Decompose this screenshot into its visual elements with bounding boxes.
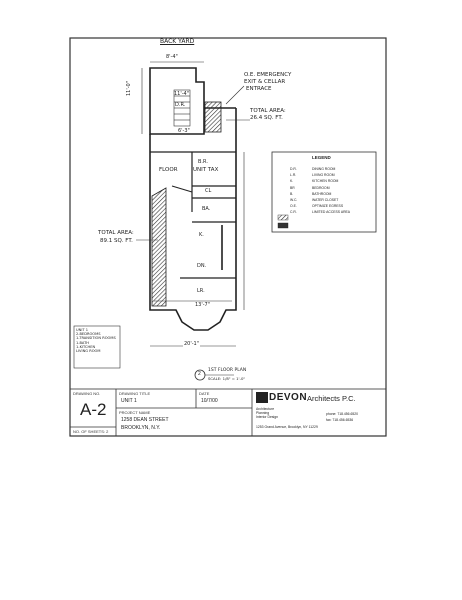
- legend-desc: LIVING ROOM: [312, 173, 335, 178]
- unit-notes: [76, 328, 116, 353]
- legend-desc: LIMITED ACCESS AREA: [312, 210, 351, 215]
- project-line1: 1258 DEAN STREET: [121, 417, 169, 423]
- dining-label: DN.: [197, 263, 207, 269]
- drawing-title-label: DRAWING TITLE: [119, 391, 151, 396]
- legend-code: K.: [290, 179, 294, 184]
- unit-note: 1-TRANSITION ROOMS: [76, 336, 116, 341]
- unit-note: UNIT 1: [76, 328, 89, 332]
- service-item: Interior Design: [256, 415, 279, 420]
- unit-note: 2-BEDROOMS: [76, 332, 101, 337]
- total-area-left-line1: TOTAL AREA:: [98, 230, 134, 236]
- legend-desc: KITCHEN ROOM: [312, 179, 339, 184]
- cellar-note-line1: O.E. EMERGENCY: [244, 72, 292, 78]
- legend-row: [290, 209, 350, 215]
- service-item: Architecture: [256, 407, 275, 411]
- legend-code: W.C.: [290, 198, 298, 203]
- back-yard-label: BACK YARD: [160, 38, 195, 45]
- stair-dimension: 6'-3": [178, 128, 190, 134]
- legend-code: O.E.: [290, 204, 297, 209]
- firm-logo-block: [256, 392, 268, 403]
- rear-room-label: D.R.: [175, 102, 186, 108]
- unit-note: 1-BATH: [76, 340, 89, 345]
- legend-code: L.R.: [290, 173, 297, 178]
- firm-fax: fax: 718.456.6536: [326, 418, 354, 422]
- legend-desc: BATHROOM: [312, 191, 332, 196]
- hatched-party-wall: [152, 188, 166, 306]
- front-width-dimension: 20'-1": [184, 341, 200, 347]
- unit-label: UNIT TAX: [193, 167, 219, 173]
- drawing-no-label: DRAWING NO.: [73, 391, 101, 396]
- legend-desc: DINING ROOM: [312, 167, 336, 171]
- unit-note: LIVING ROOM: [76, 349, 101, 354]
- legend-code: B.: [290, 191, 294, 196]
- firm-phone: phone: 718.456.6520: [326, 412, 359, 416]
- legend-desc: WATER CLOSET: [312, 198, 339, 203]
- legend-swatch-limited-access: [278, 223, 288, 228]
- total-area-top-line2: 26.4 SQ. FT.: [250, 115, 283, 121]
- bath-label: BA.: [202, 206, 211, 212]
- width-top-dimension: 8'-4": [166, 54, 178, 60]
- legend-title: LEGEND: [312, 155, 331, 160]
- legend-desc: BEDROOM: [312, 185, 330, 190]
- legend-desc: OPTIMIZE EGRESS: [312, 204, 344, 209]
- service-item: Planning: [256, 411, 270, 416]
- living-label: LR.: [197, 288, 205, 294]
- project-label: PROJECT NAME: [119, 410, 151, 415]
- floor-label: FLOOR: [159, 167, 178, 173]
- legend-code: D.R.: [290, 167, 297, 171]
- living-room-dimension: 13'-7": [195, 302, 211, 308]
- kitchen-label: K.: [199, 232, 204, 238]
- closet-label: CL: [205, 188, 212, 194]
- firm-mark: DEVON: [269, 392, 308, 403]
- date-label: DATE: [199, 391, 210, 396]
- drawing-title: UNIT 1: [121, 398, 137, 404]
- legend-code: BR: [290, 185, 295, 190]
- project-line2: BROOKLYN, N.Y.: [121, 425, 161, 431]
- bedroom-label: B.R.: [198, 159, 208, 165]
- unit-note: 1-KITCHEN: [76, 344, 96, 349]
- caption-title: 1ST FLOOR PLAN: [208, 368, 247, 373]
- cellar-note-line3: ENTRACE: [246, 86, 272, 92]
- sheet-number: A-2: [80, 400, 107, 419]
- firm-name: Architects P.C.: [307, 394, 356, 403]
- firm-services: [256, 407, 278, 420]
- caption-number: 2: [198, 371, 201, 377]
- legend-code: C.R.: [290, 210, 297, 215]
- sheet-count: NO. OF SHEETS: 2: [73, 429, 109, 434]
- rear-room-dimension: 11'-4": [174, 91, 190, 97]
- total-area-top-line1: TOTAL AREA:: [250, 108, 286, 114]
- date-value: 10/7/00: [201, 398, 218, 404]
- firm-address: 1253 Grand Avenue, Brooklyn, NY 11229: [256, 425, 318, 429]
- caption-scale: SCALE: 1/8" = 1'-0": [208, 376, 246, 381]
- total-area-left-line2: 89.1 SQ. FT.: [100, 238, 133, 244]
- length-left-dimension: 11'-0": [126, 80, 132, 96]
- cellar-note-line2: EXIT & CELLAR: [244, 79, 286, 85]
- legend-rows: [290, 166, 350, 216]
- hatched-cellar-entrance: [205, 102, 221, 132]
- legend-swatch-optimize-egress: [278, 215, 288, 220]
